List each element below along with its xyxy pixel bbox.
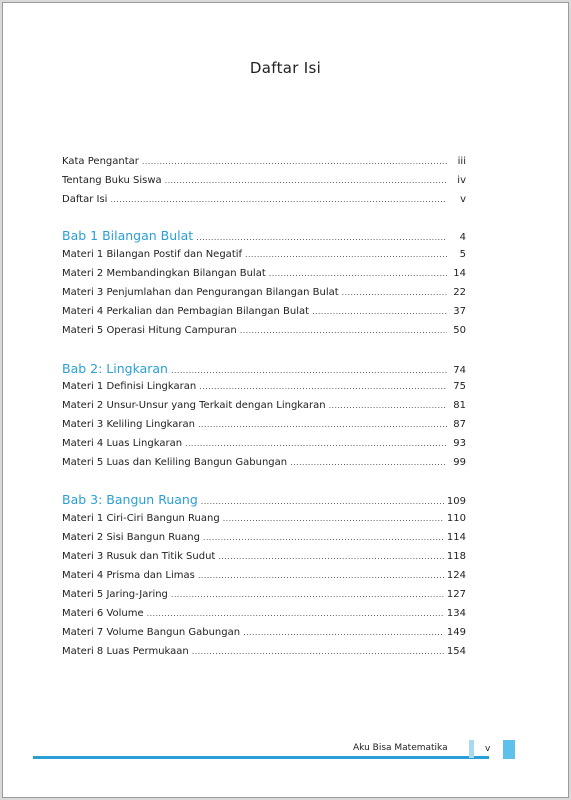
toc-entry-label: Kata Pengantar — [62, 156, 139, 167]
toc-entry — [62, 646, 466, 657]
dot-leader — [245, 250, 447, 259]
dot-leader — [196, 233, 447, 242]
toc-entry-label: Materi 2 Unsur-Unsur yang Terkait dengan Lingkaran — [62, 400, 326, 411]
dot-leader — [203, 533, 444, 542]
toc-entry — [62, 249, 466, 260]
dot-leader — [199, 382, 447, 391]
footer-book-title: Aku Bisa Matematika — [353, 743, 448, 753]
toc-entry-label: Materi 6 Volume — [62, 608, 144, 619]
toc-entry — [62, 194, 466, 205]
toc-entry-page: 124 — [446, 570, 466, 581]
toc-entry-page: 149 — [446, 627, 466, 638]
dot-leader — [198, 571, 444, 580]
toc-entry-page: iv — [457, 175, 466, 186]
document-page — [2, 2, 569, 798]
footer-accent-bar — [469, 740, 474, 758]
toc-entry-label: Materi 5 Luas dan Keliling Bangun Gabungan — [62, 457, 288, 468]
toc-entry-page: 154 — [446, 646, 466, 657]
dot-leader — [171, 590, 444, 599]
toc-entry — [62, 306, 466, 317]
dot-leader — [192, 647, 444, 656]
dot-leader — [218, 552, 444, 561]
dot-leader — [269, 269, 447, 278]
toc-entry-label: Materi 1 Ciri-Ciri Bangun Ruang — [62, 513, 220, 524]
toc-chapter-heading — [62, 492, 466, 507]
toc-entry-label: Materi 1 Bilangan Postif dan Negatif — [62, 249, 243, 260]
toc-entry-page: 134 — [446, 608, 466, 619]
toc-entry — [62, 589, 466, 600]
footer-rule — [33, 756, 489, 759]
dot-leader — [342, 288, 447, 297]
dot-leader — [171, 366, 447, 375]
toc-chapter-heading — [62, 361, 466, 376]
toc-entry-page: 5 — [459, 249, 466, 260]
toc-entry-label: Materi 4 Luas Lingkaran — [62, 438, 183, 449]
toc-entry-page: 37 — [453, 306, 466, 317]
dot-leader — [201, 497, 444, 506]
toc-entry-page: 110 — [446, 513, 466, 524]
toc-entry-page: 93 — [453, 438, 466, 449]
toc-entry-label: Daftar Isi — [62, 194, 108, 205]
toc-entry — [62, 419, 466, 430]
toc-entry-label: Materi 8 Luas Permukaan — [62, 646, 189, 657]
toc-entry-page: 99 — [453, 457, 466, 468]
page-title: Daftar Isi — [249, 59, 322, 77]
toc-entry-page: 118 — [446, 551, 466, 562]
toc-entry-label: Materi 1 Definisi Lingkaran — [62, 381, 197, 392]
toc-entry-page: 22 — [453, 287, 466, 298]
dot-leader — [240, 326, 447, 335]
chapter-page: 4 — [459, 232, 466, 243]
toc-entry-page: 75 — [453, 381, 466, 392]
chapter-label: Bab 3: Bangun Ruang — [62, 492, 198, 507]
toc-entry — [62, 457, 466, 468]
toc-entry-label: Materi 2 Membandingkan Bilangan Bulat — [62, 268, 266, 279]
toc-entry-page: 114 — [446, 532, 466, 543]
toc-entry — [62, 438, 466, 449]
toc-entry-label: Materi 7 Volume Bangun Gabungan — [62, 627, 241, 638]
dot-leader — [165, 176, 447, 185]
toc-entry — [62, 400, 466, 411]
toc-entry-page: 81 — [453, 400, 466, 411]
toc-entry — [62, 513, 466, 524]
toc-entry-page: 87 — [453, 419, 466, 430]
toc-entry — [62, 175, 466, 186]
toc-entry — [62, 532, 466, 543]
toc-entry — [62, 570, 466, 581]
toc-entry — [62, 325, 466, 336]
dot-leader — [243, 628, 444, 637]
dot-leader — [312, 307, 447, 316]
footer-page-number: v — [485, 744, 491, 754]
toc-entry-label: Materi 2 Sisi Bangun Ruang — [62, 532, 200, 543]
toc-entry — [62, 551, 466, 562]
toc-entry-label: Materi 5 Jaring-Jaring — [62, 589, 168, 600]
dot-leader — [142, 157, 447, 166]
footer-accent-block — [503, 740, 515, 759]
chapter-page: 74 — [453, 365, 466, 376]
toc-entry-label: Materi 3 Rusuk dan Titik Sudut — [62, 551, 216, 562]
dot-leader — [110, 195, 447, 204]
toc-entry — [62, 268, 466, 279]
toc-entry — [62, 627, 466, 638]
toc-entry-page: 14 — [453, 268, 466, 279]
toc-entry — [62, 608, 466, 619]
toc-entry — [62, 287, 466, 298]
dot-leader — [329, 401, 447, 410]
toc-entry-label: Tentang Buku Siswa — [62, 175, 162, 186]
toc-entry-page: 50 — [453, 325, 466, 336]
toc-entry-label: Materi 4 Prisma dan Limas — [62, 570, 195, 581]
toc-entry-page: v — [460, 194, 466, 205]
chapter-page: 109 — [446, 496, 466, 507]
toc-entry-label: Materi 4 Perkalian dan Pembagian Bilangan Bulat — [62, 306, 310, 317]
dot-leader — [147, 609, 444, 618]
toc-entry — [62, 381, 466, 392]
chapter-label: Bab 2: Lingkaran — [62, 361, 168, 376]
toc-chapter-heading — [62, 228, 466, 243]
dot-leader — [198, 420, 447, 429]
toc-entry-label: Materi 3 Keliling Lingkaran — [62, 419, 195, 430]
dot-leader — [185, 439, 447, 448]
toc-entry-page: iii — [457, 156, 466, 167]
dot-leader — [223, 514, 444, 523]
toc-entry-label: Materi 3 Penjumlahan dan Pengurangan Bilangan Bulat — [62, 287, 339, 298]
toc-entry-page: 127 — [446, 589, 466, 600]
dot-leader — [290, 458, 447, 467]
toc-entry-label: Materi 5 Operasi Hitung Campuran — [62, 325, 237, 336]
chapter-label: Bab 1 Bilangan Bulat — [62, 228, 194, 243]
toc-entry — [62, 156, 466, 167]
